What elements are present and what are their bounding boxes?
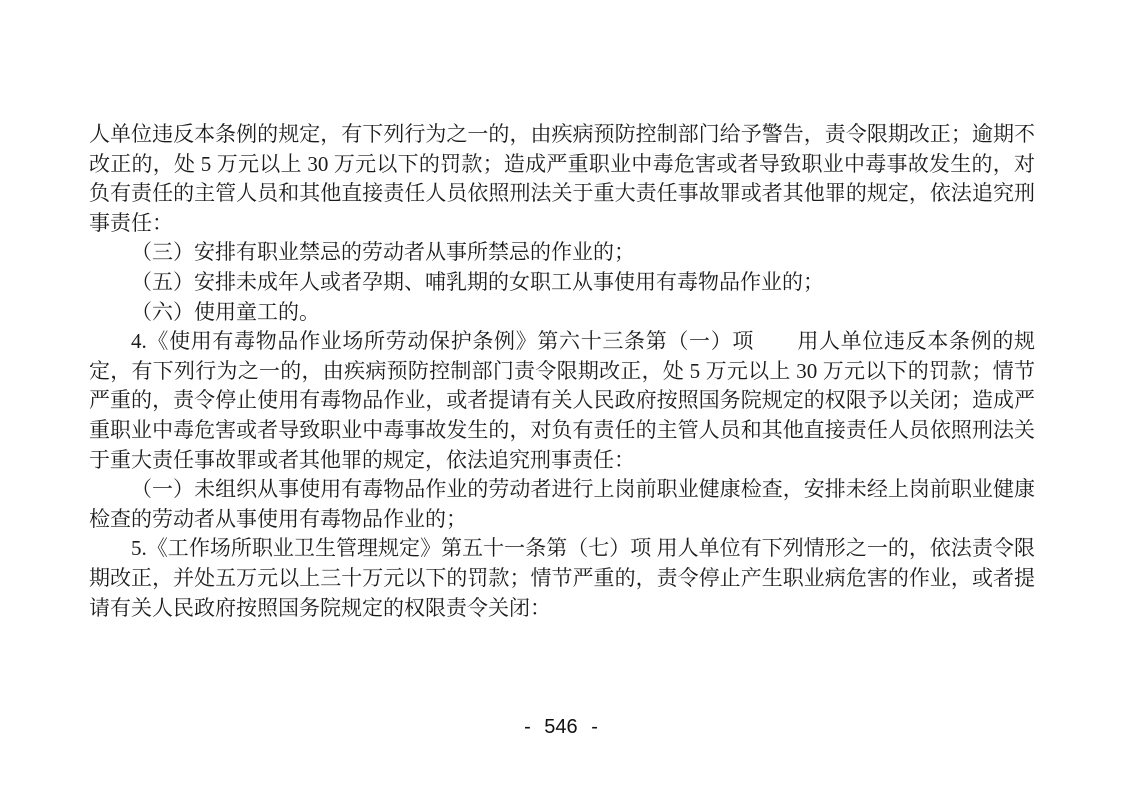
list-item-3: （三）安排有职业禁忌的劳动者从事所禁忌的作业的； [131, 240, 635, 265]
document-body [89, 120, 1035, 623]
page-number: - 546 - [524, 716, 598, 738]
list-item-1: （一）未组织从事使用有毒物品作业的劳动者进行上岗前职业健康检查，安排未经上岗前职业健康检查的劳动者从事使用有毒物品作业的； [89, 477, 1035, 531]
paragraph-clause-4: 4.《使用有毒物品作业场所劳动保护条例》第六十三条第（一）项 用人单位违反本条例的规定，有下列行为之一的，由疾病预防控制部门责令限期改正，处 5 万元以上 30 万元以下的罚款；情节严重的，责令停止使用有毒物品作业，或者提请有关人民政府按照国务院规定的权限予以关闭；造成严重职业中毒危害或者导致职业中毒事故发生的，对负有责任的主管人员和其他直接责任人员依照刑法关于重大责任事故罪或者其他罪的规定，依法追究刑事责任： [89, 329, 1035, 472]
list-item-6: （六）使用童工的。 [131, 299, 320, 324]
page-footer [0, 716, 1122, 739]
paragraph-continuation: 人单位违反本条例的规定，有下列行为之一的，由疾病预防控制部门给予警告，责令限期改正；逾期不改正的，处 5 万元以上 30 万元以下的罚款；造成严重职业中毒危害或者导致职业中毒事故发生的，对负有责任的主管人员和其他直接责任人员依照刑法关于重大责任事故罪或者其他罪的规定，依法追究刑事责任： [89, 122, 1035, 235]
paragraph-clause-5: 5.《工作场所职业卫生管理规定》第五十一条第（七）项 用人单位有下列情形之一的，依法责令限期改正，并处五万元以上三十万元以下的罚款；情节严重的，责令停止产生职业病危害的作业，或者提请有关人民政府按照国务院规定的权限责令关闭： [89, 536, 1035, 620]
list-item-5: （五）安排未成年人或者孕期、哺乳期的女职工从事使用有毒物品作业的； [131, 269, 824, 294]
